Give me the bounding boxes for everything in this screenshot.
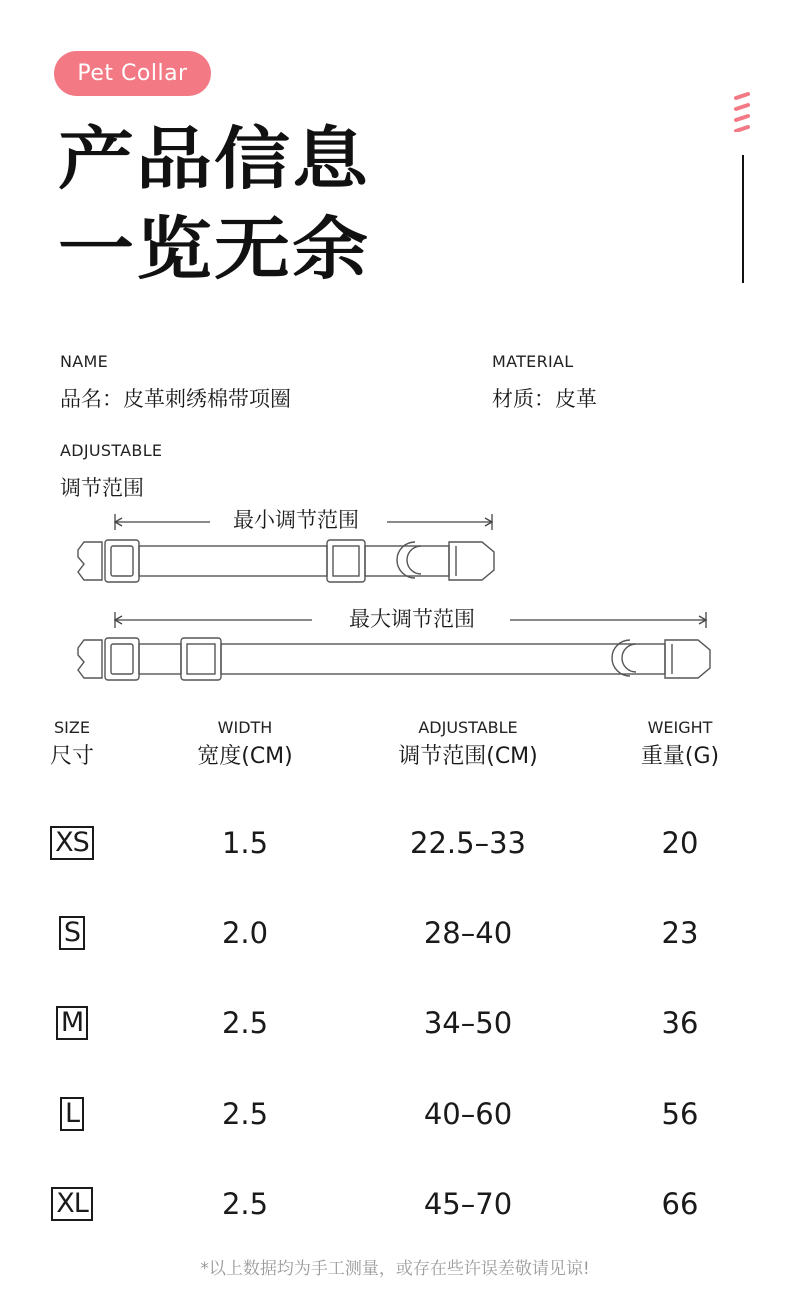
adjustable-label-en: ADJUSTABLE: [60, 441, 163, 460]
collar-small: [78, 540, 494, 582]
weight-cell: 56: [661, 1097, 699, 1131]
min-range-label: 最小调节范围: [233, 508, 359, 532]
material-label-en: MATERIAL: [492, 352, 574, 371]
width-cell: 2.5: [221, 1187, 269, 1221]
table-row: [0, 1097, 790, 1137]
size-badge: L: [60, 1097, 84, 1131]
width-cell: 1.5: [221, 826, 269, 860]
width-cell: 2.0: [221, 916, 269, 950]
range-cell: 34–50: [423, 1006, 513, 1040]
table-header: [0, 718, 790, 778]
header-width: WIDTH 宽度(CM): [197, 718, 293, 769]
header-adjustable: ADJUSTABLE 调节范围(CM): [398, 718, 538, 769]
name-value: 品名：皮革刺绣棉带项圈: [60, 387, 291, 411]
decorative-vertical-line: [742, 155, 744, 283]
page-title-line-1: 产品信息: [58, 118, 370, 199]
weight-cell: 23: [661, 916, 699, 950]
decorative-stripes-icon: [734, 92, 750, 132]
weight-cell: 36: [661, 1006, 699, 1040]
max-range-label: 最大调节范围: [349, 607, 475, 631]
table-row: [0, 1187, 790, 1227]
page-title-line-2: 一览无余: [58, 208, 370, 289]
name-label-en: NAME: [60, 352, 109, 371]
measurement-footnote: *以上数据均为手工测量，或存在些许误差敬请见谅!: [200, 1259, 590, 1279]
range-cell: 22.5–33: [410, 826, 526, 860]
table-row: [0, 1006, 790, 1046]
range-cell: 28–40: [423, 916, 513, 950]
material-value: 材质：皮革: [492, 387, 597, 411]
collar-size-diagram: [70, 500, 730, 690]
range-cell: 40–60: [423, 1097, 513, 1131]
weight-cell: 20: [661, 826, 699, 860]
table-row: [0, 916, 790, 956]
size-badge: XL: [51, 1187, 93, 1221]
header-size: SIZE 尺寸: [49, 718, 94, 769]
table-row: [0, 826, 790, 866]
pet-collar-badge: Pet Collar: [54, 51, 211, 96]
size-badge: M: [56, 1006, 88, 1040]
range-cell: 45–70: [423, 1187, 513, 1221]
weight-cell: 66: [661, 1187, 699, 1221]
width-cell: 2.5: [221, 1006, 269, 1040]
adjustable-label-zh: 调节范围: [60, 476, 144, 500]
size-badge: XS: [50, 826, 94, 860]
collar-diagram-svg: [70, 500, 730, 690]
header-weight: WEIGHT 重量(G): [640, 718, 720, 769]
collar-large: [78, 638, 710, 680]
width-cell: 2.5: [221, 1097, 269, 1131]
size-badge: S: [59, 916, 85, 950]
